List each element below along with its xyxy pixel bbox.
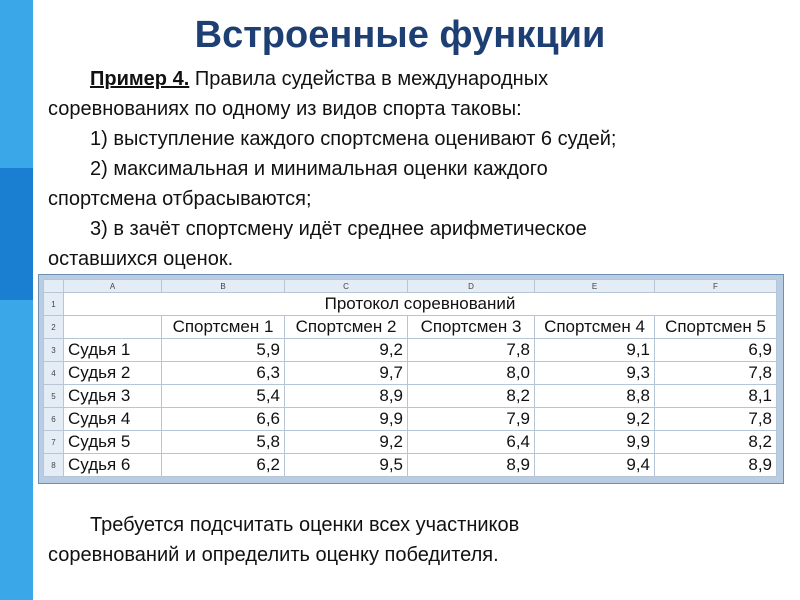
row-number: 4 xyxy=(44,362,64,385)
score-cell: 8,8 xyxy=(535,385,655,408)
column-header: C xyxy=(285,280,408,293)
athlete-header: Спортсмен 5 xyxy=(655,316,777,339)
score-cell: 9,1 xyxy=(535,339,655,362)
score-cell: 9,5 xyxy=(285,454,408,477)
table-row xyxy=(44,408,777,431)
column-header: A xyxy=(64,280,162,293)
score-cell: 9,2 xyxy=(535,408,655,431)
column-header: D xyxy=(408,280,535,293)
empty-cell xyxy=(64,316,162,339)
score-cell: 8,1 xyxy=(655,385,777,408)
score-cell: 9,2 xyxy=(285,431,408,454)
score-cell: 5,4 xyxy=(162,385,285,408)
task-line-1: Требуется подсчитать оценки всех участников xyxy=(90,514,520,536)
side-accent-block xyxy=(0,168,33,300)
score-cell: 8,2 xyxy=(655,431,777,454)
athlete-header: Спортсмен 1 xyxy=(162,316,285,339)
side-accent-bar xyxy=(0,0,33,600)
score-cell: 6,6 xyxy=(162,408,285,431)
column-header-row xyxy=(44,280,777,293)
score-cell: 8,0 xyxy=(408,362,535,385)
score-cell: 9,2 xyxy=(285,339,408,362)
judge-cell: Судья 4 xyxy=(64,408,162,431)
slide-title: Встроенные функции xyxy=(194,14,606,56)
table-caption: Протокол соревнований xyxy=(64,293,777,316)
judge-cell: Судья 5 xyxy=(64,431,162,454)
score-cell: 9,3 xyxy=(535,362,655,385)
column-header: B xyxy=(162,280,285,293)
judge-cell: Судья 1 xyxy=(64,339,162,362)
column-header: F xyxy=(655,280,777,293)
example-line-2: соревнованиях по одному из видов спорта таковы: xyxy=(48,98,522,120)
score-cell: 6,9 xyxy=(655,339,777,362)
row-number: 3 xyxy=(44,339,64,362)
score-cell: 8,9 xyxy=(655,454,777,477)
score-cell: 8,2 xyxy=(408,385,535,408)
example-text xyxy=(48,64,768,274)
score-cell: 7,8 xyxy=(408,339,535,362)
judge-cell: Судья 6 xyxy=(64,454,162,477)
example-rule-3-cont: оставшихся оценок. xyxy=(48,248,234,270)
spreadsheet xyxy=(38,274,784,484)
score-cell: 6,4 xyxy=(408,431,535,454)
row-number: 5 xyxy=(44,385,64,408)
example-rule-2: 2) максимальная и минимальная оценки каждого xyxy=(90,158,548,180)
example-label: Пример 4. xyxy=(90,68,190,90)
score-cell: 9,9 xyxy=(285,408,408,431)
row-number: 8 xyxy=(44,454,64,477)
score-cell: 5,9 xyxy=(162,339,285,362)
athlete-header: Спортсмен 3 xyxy=(408,316,535,339)
example-line-1 xyxy=(48,64,768,94)
athlete-header: Спортсмен 2 xyxy=(285,316,408,339)
table-row xyxy=(44,339,777,362)
example-rule-2-cont: спортсмена отбрасываются; xyxy=(48,188,312,210)
task-line-2: соревнований и определить оценку победителя. xyxy=(48,544,499,566)
score-cell: 9,4 xyxy=(535,454,655,477)
column-header: E xyxy=(535,280,655,293)
spreadsheet-grid xyxy=(43,279,777,477)
table-row xyxy=(44,454,777,477)
score-cell: 9,9 xyxy=(535,431,655,454)
score-cell: 6,3 xyxy=(162,362,285,385)
score-cell: 9,7 xyxy=(285,362,408,385)
score-cell: 7,8 xyxy=(655,408,777,431)
table-row xyxy=(44,293,777,316)
example-rule-3: 3) в зачёт спортсмену идёт среднее арифметическое xyxy=(90,218,587,240)
score-cell: 7,9 xyxy=(408,408,535,431)
table-row xyxy=(44,362,777,385)
row-number: 2 xyxy=(44,316,64,339)
corner-cell xyxy=(44,280,64,293)
athlete-header: Спортсмен 4 xyxy=(535,316,655,339)
judge-cell: Судья 2 xyxy=(64,362,162,385)
row-number: 7 xyxy=(44,431,64,454)
table-row xyxy=(44,431,777,454)
score-cell: 6,2 xyxy=(162,454,285,477)
score-cell: 5,8 xyxy=(162,431,285,454)
table-row xyxy=(44,316,777,339)
judge-cell: Судья 3 xyxy=(64,385,162,408)
example-rule-1: 1) выступление каждого спортсмена оценивают 6 судей; xyxy=(90,128,617,150)
row-number: 1 xyxy=(44,293,64,316)
row-number: 6 xyxy=(44,408,64,431)
score-cell: 8,9 xyxy=(285,385,408,408)
score-cell: 7,8 xyxy=(655,362,777,385)
score-cell: 8,9 xyxy=(408,454,535,477)
example-line-text: Правила судейства в международных xyxy=(194,68,549,90)
task-text xyxy=(48,510,768,570)
table-row xyxy=(44,385,777,408)
